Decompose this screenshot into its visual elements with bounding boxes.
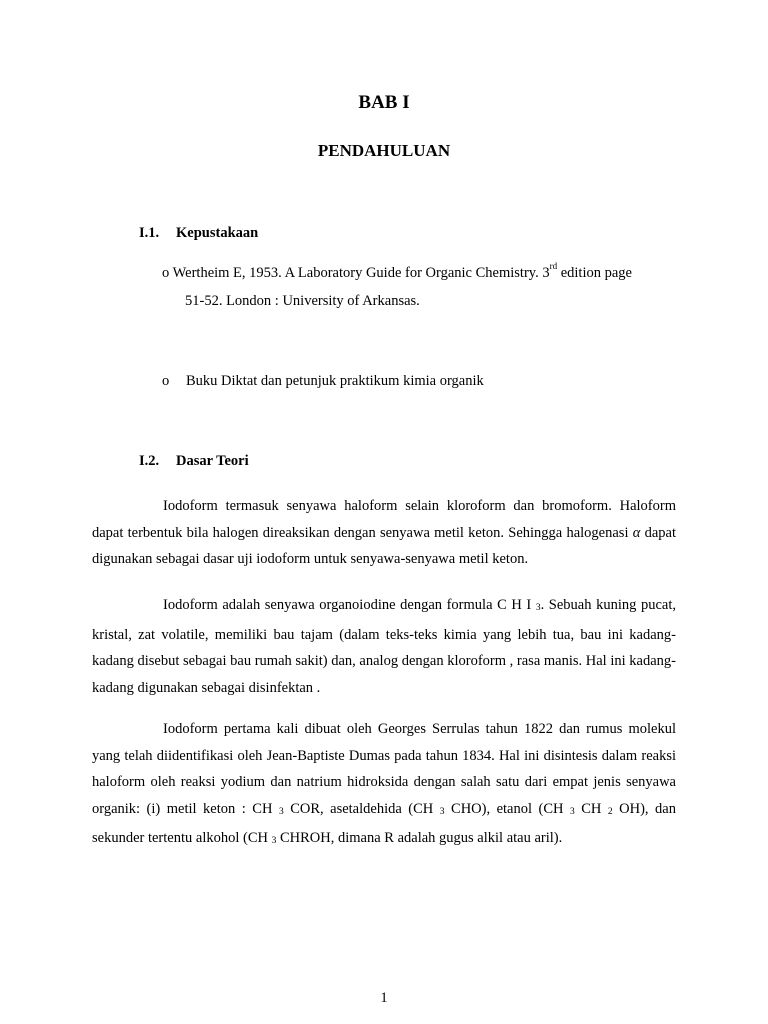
chapter-heading: PENDAHULUAN (317, 141, 451, 160)
subscript: 3 (271, 836, 277, 847)
reference-text: Buku Diktat dan petunjuk praktikum kimia organik (186, 373, 484, 389)
section-number: I.1. (139, 225, 160, 241)
subscript: 3 (439, 806, 445, 817)
paragraph-1: Iodoform termasuk senyawa haloform selain kloroform dan bromoform. Haloform dapat terbentuk bila halogen direaksikan dengan senyawa metil keton. Sehingga halogenasi α dapat digunakan sebagai dasar uji iodoform untuk senyawa-senyawa metil keton. (92, 498, 677, 568)
section-heading-kepustakaan (139, 225, 258, 242)
section-title: Kepustakaan (176, 225, 259, 241)
chapter-title: BAB I (358, 92, 410, 113)
subscript: 3 (278, 806, 284, 817)
superscript: rd (549, 261, 558, 272)
reference-item-2 (162, 367, 677, 395)
subscript: 3 (535, 603, 541, 613)
section-heading-dasar-teori (139, 453, 249, 470)
reference-line-2: 51-52. London : University of Arkansas. (185, 293, 420, 309)
section-title: Dasar Teori (176, 453, 249, 469)
alpha-symbol: α (632, 524, 641, 541)
page-number: 1 (380, 990, 388, 1006)
bullet-marker: o (162, 373, 170, 389)
subscript: 3 (570, 806, 575, 817)
bullet-marker: o (162, 265, 170, 281)
reference-item-1 (162, 259, 677, 315)
reference-line-1: o Wertheim E, 1953. A Laboratory Guide for Organic Chemistry. 3rd edition page (162, 261, 632, 281)
paragraph-3: Iodoform pertama kali dibuat oleh Georges Serrulas tahun 1822 dan rumus molekul yang telah diidentifikasi oleh Jean-Baptiste Dumas pada tahun 1834. Hal ini disintesis dalam reaksi haloform oleh reaksi yodium dan natrium hidroksida dengan salah satu dari empat jenis senyawa organik: (i) metil keton : CH 3 COR, asetaldehida (CH 3 CHO), etanol (CH 3 CH 2 OH), dan sekunder tertentu alkohol (CH 3 CHROH, dimana R adalah gugus alkil atau aril). (92, 721, 676, 847)
paragraph-2: Iodoform adalah senyawa organoiodine dengan formula C H I 3. Sebuah kuning pucat, kristal, zat volatile, memiliki bau tajam (dalam teks-teks kimia yang lebih tua, bau ini kadang-kadang disebut sebagai bau rumah sakit) dan, analog dengan kloroform , rasa manis. Hal ini kadang-kadang digunakan sebagai disinfektan . (92, 597, 676, 696)
section-number: I.2. (139, 453, 160, 469)
subscript: 2 (607, 806, 613, 817)
